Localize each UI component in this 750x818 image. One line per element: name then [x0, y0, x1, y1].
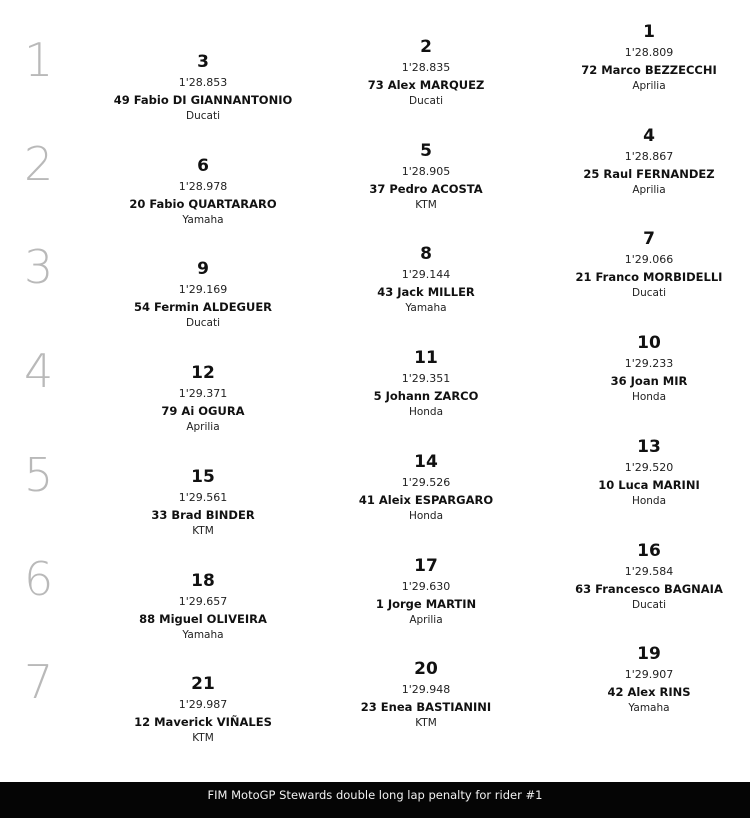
grid-position: 16 [637, 540, 661, 561]
grid-position: 1 [643, 22, 655, 42]
lap-time: 1'29.630 [401, 579, 451, 593]
team-name: Yamaha [628, 702, 670, 715]
rider-name: 72 Marco BEZZECCHI [581, 63, 717, 77]
rider-name: 63 Francesco BAGNAIA [575, 581, 723, 596]
grid-slot [103, 467, 303, 539]
grid-slot [549, 333, 749, 405]
grid-slot [103, 259, 303, 331]
grid-position: 17 [414, 555, 438, 576]
team-name: Aprilia [409, 613, 443, 626]
lap-time: 1'29.371 [178, 387, 228, 401]
lap-time: 1'29.907 [624, 668, 674, 682]
lap-time: 1'29.526 [401, 475, 451, 489]
grid-position: 13 [637, 436, 661, 457]
team-name: Yamaha [405, 302, 447, 315]
team-name: Honda [408, 406, 444, 419]
grid-position: 15 [191, 466, 215, 487]
lap-time: 1'29.233 [624, 357, 674, 371]
lap-time: 1'28.867 [624, 149, 674, 163]
grid-position: 2 [420, 37, 432, 57]
team-name: KTM [415, 717, 437, 730]
grid-slot [103, 156, 303, 228]
lap-time: 1'29.561 [178, 490, 228, 504]
grid-slot [326, 141, 526, 213]
rider-name: 88 Miguel OLIVEIRA [139, 611, 267, 626]
grid-position: 6 [197, 155, 209, 176]
grid-slot [326, 452, 526, 524]
rider-name: 49 Fabio DI GIANNANTONIO [113, 93, 293, 107]
lap-time: 1'28.853 [178, 76, 228, 89]
rider-name: 42 Alex RINS [607, 685, 691, 700]
rider-name: 23 Enea BASTIANINI [360, 700, 492, 715]
team-name: Aprilia [632, 183, 666, 196]
lap-time: 1'28.835 [401, 61, 451, 74]
grid-slot [549, 541, 749, 613]
grid-slot [103, 52, 303, 124]
grid-slot [549, 126, 749, 198]
lap-time: 1'29.584 [624, 564, 674, 578]
grid-slot [103, 363, 303, 435]
grid-position: 19 [637, 644, 661, 665]
team-name: KTM [192, 524, 214, 537]
grid-slot [103, 571, 303, 643]
grid-row-number: 7 [24, 655, 54, 710]
grid-slot [549, 22, 749, 94]
grid-row-number: 2 [24, 136, 54, 191]
grid-position: 5 [420, 140, 432, 161]
rider-name: 79 Ai OGURA [161, 404, 245, 419]
team-name: KTM [192, 732, 214, 745]
lap-time: 1'29.520 [624, 460, 674, 474]
rider-name: 10 Luca MARINI [598, 477, 700, 492]
grid-position: 18 [191, 570, 215, 591]
grid-row-number: 3 [24, 240, 54, 295]
team-name: Honda [631, 494, 667, 507]
grid-position: 7 [643, 229, 655, 250]
rider-name: 33 Brad BINDER [151, 507, 255, 522]
grid-position: 8 [420, 244, 432, 265]
team-name: Honda [408, 509, 444, 522]
grid-row-number: 6 [24, 551, 54, 606]
rider-name: 25 Raul FERNANDEZ [583, 166, 715, 181]
grid-row-number: 1 [24, 33, 54, 87]
team-name: Ducati [186, 110, 220, 122]
grid-position: 3 [197, 52, 209, 72]
team-name: Ducati [632, 287, 666, 300]
grid-slot [103, 674, 303, 746]
lap-time: 1'28.905 [401, 164, 451, 178]
rider-name: 54 Fermin ALDEGUER [133, 300, 273, 315]
lap-time: 1'29.657 [178, 594, 228, 608]
grid-slot [326, 348, 526, 420]
rider-name: 41 Aleix ESPARGARO [358, 492, 494, 507]
grid-position: 21 [191, 674, 215, 695]
team-name: Aprilia [632, 80, 666, 92]
grid-row-number: 5 [24, 447, 54, 502]
grid-position: 12 [191, 363, 215, 384]
rider-name: 12 Maverick VIÑALES [134, 715, 272, 730]
grid-slot [326, 556, 526, 628]
grid-slot [326, 244, 526, 316]
rider-name: 20 Fabio QUARTARARO [129, 196, 277, 211]
team-name: Yamaha [182, 628, 224, 641]
rider-name: 36 Joan MIR [610, 374, 688, 389]
team-name: Honda [631, 391, 667, 404]
grid-position: 20 [414, 659, 438, 680]
grid-position: 9 [197, 259, 209, 280]
team-name: KTM [415, 198, 437, 211]
lap-time: 1'29.987 [178, 698, 228, 712]
lap-time: 1'28.978 [178, 179, 228, 193]
rider-name: 21 Franco MORBIDELLI [575, 270, 723, 285]
team-name: Ducati [409, 95, 443, 107]
grid-slot [326, 37, 526, 109]
rider-name: 37 Pedro ACOSTA [369, 181, 483, 196]
grid-slot [549, 644, 749, 716]
rider-name: 73 Alex MARQUEZ [367, 78, 485, 92]
grid-position: 4 [643, 125, 655, 146]
grid-row-number: 4 [24, 344, 54, 399]
lap-time: 1'29.948 [401, 683, 451, 697]
grid-slot [549, 229, 749, 301]
grid-position: 14 [414, 451, 438, 472]
rider-name: 5 Johann ZARCO [373, 389, 479, 404]
rider-name: 43 Jack MILLER [377, 285, 475, 300]
team-name: Ducati [632, 598, 666, 611]
lap-time: 1'29.351 [401, 372, 451, 386]
team-name: Yamaha [182, 213, 224, 226]
lap-time: 1'29.144 [401, 268, 451, 282]
rider-name: 1 Jorge MARTIN [375, 596, 477, 611]
team-name: Aprilia [186, 421, 220, 434]
lap-time: 1'29.169 [178, 283, 228, 297]
grid-slot [326, 659, 526, 731]
team-name: Ducati [186, 317, 220, 330]
grid-position: 10 [637, 333, 661, 354]
lap-time: 1'28.809 [624, 46, 674, 59]
footer-note: FIM MotoGP Stewards double long lap penalty for rider #1 [0, 782, 750, 818]
grid-position: 11 [414, 348, 438, 369]
lap-time: 1'29.066 [624, 253, 674, 267]
grid-slot [549, 437, 749, 509]
